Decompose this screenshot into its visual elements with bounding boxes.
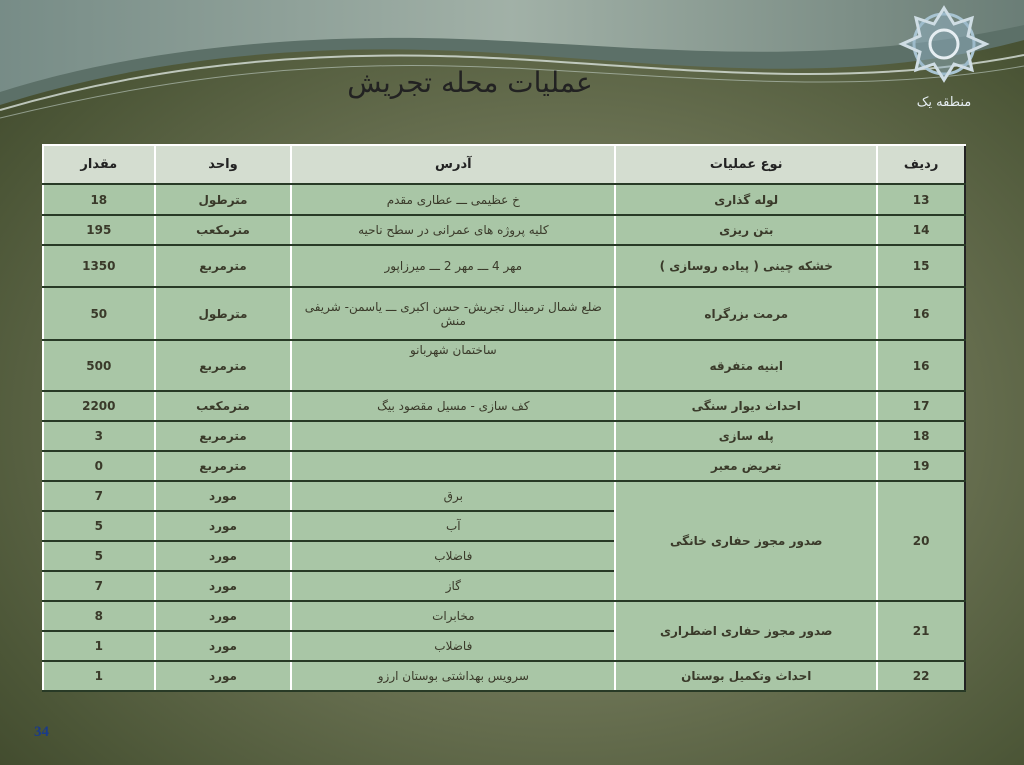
cell-unit: مترمکعب: [155, 391, 292, 421]
cell-quantity: 7: [43, 571, 155, 601]
cell-operation: صدور مجوز حفاری خانگی: [615, 481, 877, 601]
cell-row-number: 16: [877, 287, 965, 340]
cell-address: سرویس بهداشتی بوستان ارزو: [291, 661, 615, 691]
logo-caption: منطقه یک: [916, 95, 972, 110]
cell-address: [291, 451, 615, 481]
operations-table: [42, 144, 966, 692]
table-row: [43, 661, 965, 691]
table-row: [43, 481, 965, 511]
cell-address: مخابرات: [291, 601, 615, 631]
table-header-row: [43, 145, 965, 184]
cell-unit: مترمکعب: [155, 215, 292, 245]
cell-quantity: 3: [43, 421, 155, 451]
cell-unit: مورد: [155, 571, 292, 601]
cell-unit: مورد: [155, 631, 292, 661]
header-quantity: مقدار: [43, 145, 155, 184]
cell-operation: بتن ریزی: [615, 215, 877, 245]
cell-address: فاضلاب: [291, 541, 615, 571]
cell-address: خ عظیمی ـــ عطاری مقدم: [291, 184, 615, 215]
cell-address: فاضلاب: [291, 631, 615, 661]
table-row: [43, 340, 965, 391]
table-row: [43, 391, 965, 421]
cell-row-number: 17: [877, 391, 965, 421]
cell-address: کلیه پروژه های عمرانی در سطح ناحیه: [291, 215, 615, 245]
cell-quantity: 5: [43, 511, 155, 541]
cell-row-number: 15: [877, 245, 965, 287]
cell-address: کف سازی - مسیل مقصود بیگ: [291, 391, 615, 421]
cell-unit: مورد: [155, 481, 292, 511]
cell-quantity: 1350: [43, 245, 155, 287]
cell-unit: مترمربع: [155, 340, 292, 391]
page-number: 34: [34, 724, 49, 740]
cell-row-number: 18: [877, 421, 965, 451]
cell-row-number: 19: [877, 451, 965, 481]
table-row: [43, 184, 965, 215]
cell-row-number: 14: [877, 215, 965, 245]
cell-address: ضلع شمال ترمینال تجریش- حسن اکبری ـــ یاسمن- شریفی منش: [291, 287, 615, 340]
cell-unit: مترطول: [155, 287, 292, 340]
cell-unit: مترمربع: [155, 421, 292, 451]
municipality-logo: [894, 2, 994, 117]
header-unit: واحد: [155, 145, 292, 184]
cell-quantity: 1: [43, 661, 155, 691]
cell-operation: مرمت بزرگراه: [615, 287, 877, 340]
cell-operation: احداث وتکمیل بوستان: [615, 661, 877, 691]
cell-address: ساختمان شهربانو: [291, 340, 615, 391]
cell-unit: مورد: [155, 541, 292, 571]
cell-operation: پله سازی: [615, 421, 877, 451]
table-row: [43, 451, 965, 481]
cell-address: [291, 421, 615, 451]
table-row: [43, 287, 965, 340]
cell-unit: مترطول: [155, 184, 292, 215]
cell-operation: تعریض معبر: [615, 451, 877, 481]
cell-operation: خشکه چینی ( پیاده روسازی ): [615, 245, 877, 287]
cell-row-number: 21: [877, 601, 965, 661]
cell-address: برق: [291, 481, 615, 511]
cell-operation: لوله گذاری: [615, 184, 877, 215]
cell-address: مهر 4 ـــ مهر 2 ـــ میرزاپور: [291, 245, 615, 287]
cell-quantity: 500: [43, 340, 155, 391]
page-title: عملیات محله تجریش: [347, 66, 593, 99]
cell-unit: مورد: [155, 511, 292, 541]
header-operation: نوع عملیات: [615, 145, 877, 184]
cell-quantity: 5: [43, 541, 155, 571]
cell-row-number: 13: [877, 184, 965, 215]
cell-unit: مترمربع: [155, 245, 292, 287]
cell-quantity: 2200: [43, 391, 155, 421]
cell-quantity: 50: [43, 287, 155, 340]
cell-row-number: 16: [877, 340, 965, 391]
cell-unit: مورد: [155, 601, 292, 631]
cell-row-number: 22: [877, 661, 965, 691]
cell-quantity: 1: [43, 631, 155, 661]
table-row: [43, 245, 965, 287]
cell-quantity: 8: [43, 601, 155, 631]
cell-quantity: 18: [43, 184, 155, 215]
cell-row-number: 20: [877, 481, 965, 601]
header-address: آدرس: [291, 145, 615, 184]
table-row: [43, 421, 965, 451]
cell-quantity: 7: [43, 481, 155, 511]
header-row-number: ردیف: [877, 145, 965, 184]
cell-operation: صدور مجوز حفاری اضطراری: [615, 601, 877, 661]
cell-address: گاز: [291, 571, 615, 601]
cell-unit: مورد: [155, 661, 292, 691]
cell-quantity: 195: [43, 215, 155, 245]
cell-operation: ابنیه متفرقه: [615, 340, 877, 391]
cell-unit: مترمربع: [155, 451, 292, 481]
cell-quantity: 0: [43, 451, 155, 481]
table-row: [43, 215, 965, 245]
table-row: [43, 601, 965, 631]
cell-operation: احداث دیوار سنگی: [615, 391, 877, 421]
cell-address: آب: [291, 511, 615, 541]
